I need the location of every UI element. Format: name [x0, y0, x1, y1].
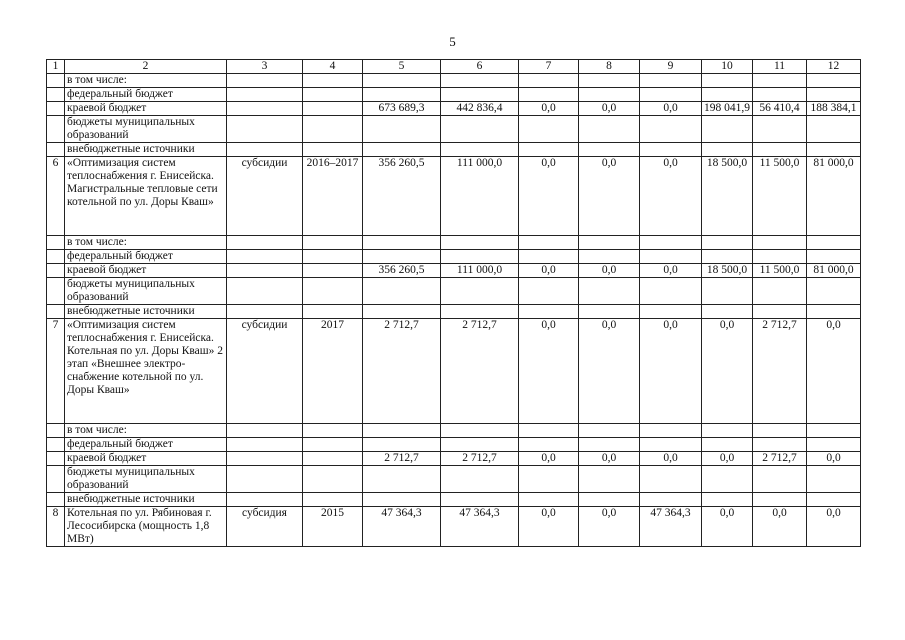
value-cell: 0,0	[640, 264, 702, 278]
header-cell: 12	[807, 60, 861, 74]
value-cell	[363, 493, 441, 507]
row-number-cell	[47, 143, 65, 157]
value-cell	[640, 305, 702, 319]
description-cell: «Оптимизация систем теплоснабжения г. Енисейска. Магистральные тепловые сети котельной по ул. Доры Кваш»	[65, 157, 227, 236]
description-cell: федеральный бюджет	[65, 250, 227, 264]
value-cell	[640, 493, 702, 507]
value-cell: 2 712,7	[363, 452, 441, 466]
header-cell: 5	[363, 60, 441, 74]
value-cell	[702, 143, 753, 157]
sub-row	[47, 116, 861, 143]
value-cell	[303, 102, 363, 116]
value-cell	[702, 438, 753, 452]
sub-row	[47, 250, 861, 264]
value-cell	[303, 305, 363, 319]
value-cell	[303, 452, 363, 466]
row-number-cell	[47, 264, 65, 278]
description-cell: краевой бюджет	[65, 452, 227, 466]
sub-row	[47, 74, 861, 88]
row-number-cell	[47, 116, 65, 143]
sub-row	[47, 278, 861, 305]
value-cell: 0,0	[807, 507, 861, 547]
header-cell: 10	[702, 60, 753, 74]
value-cell	[807, 116, 861, 143]
description-cell: краевой бюджет	[65, 264, 227, 278]
value-cell	[579, 88, 640, 102]
value-cell	[519, 116, 579, 143]
value-cell: 2016–2017	[303, 157, 363, 236]
value-cell	[640, 466, 702, 493]
value-cell: 11 500,0	[753, 264, 807, 278]
header-cell: 6	[441, 60, 519, 74]
value-cell	[579, 278, 640, 305]
value-cell	[227, 452, 303, 466]
sub-row	[47, 264, 861, 278]
value-cell: 0,0	[579, 264, 640, 278]
value-cell	[640, 116, 702, 143]
value-cell: 0,0	[579, 507, 640, 547]
value-cell	[519, 424, 579, 438]
header-cell: 11	[753, 60, 807, 74]
value-cell: 0,0	[702, 452, 753, 466]
value-cell	[227, 305, 303, 319]
header-cell: 9	[640, 60, 702, 74]
row-number-cell	[47, 250, 65, 264]
value-cell	[227, 424, 303, 438]
item-row	[47, 157, 861, 236]
value-cell	[441, 424, 519, 438]
value-cell	[702, 493, 753, 507]
description-cell: бюджеты муниципальных образований	[65, 466, 227, 493]
value-cell	[807, 278, 861, 305]
sub-row	[47, 493, 861, 507]
description-cell: внебюджетные источники	[65, 493, 227, 507]
value-cell: 47 364,3	[640, 507, 702, 547]
row-number-cell	[47, 424, 65, 438]
value-cell: 18 500,0	[702, 157, 753, 236]
value-cell	[753, 438, 807, 452]
value-cell: 56 410,4	[753, 102, 807, 116]
value-cell	[640, 438, 702, 452]
value-cell	[227, 102, 303, 116]
value-cell	[640, 236, 702, 250]
sub-row	[47, 143, 861, 157]
row-number-cell	[47, 466, 65, 493]
value-cell	[441, 438, 519, 452]
value-cell	[807, 250, 861, 264]
description-cell: «Оптимизация систем теплоснабжения г. Енисейска. Котельная по ул. Доры Кваш» 2 этап «Внешнее электро-снабжение котельной по ул. Доры Кваш»	[65, 319, 227, 424]
value-cell	[227, 236, 303, 250]
value-cell: 0,0	[640, 102, 702, 116]
value-cell	[227, 438, 303, 452]
value-cell	[227, 264, 303, 278]
value-cell: 11 500,0	[753, 157, 807, 236]
value-cell: 0,0	[579, 452, 640, 466]
value-cell	[519, 236, 579, 250]
value-cell	[363, 250, 441, 264]
value-cell	[579, 250, 640, 264]
value-cell	[519, 493, 579, 507]
value-cell	[227, 74, 303, 88]
value-cell	[363, 236, 441, 250]
value-cell: 0,0	[519, 507, 579, 547]
value-cell	[753, 424, 807, 438]
row-number-cell	[47, 88, 65, 102]
value-cell	[303, 143, 363, 157]
value-cell	[303, 264, 363, 278]
value-cell: 673 689,3	[363, 102, 441, 116]
value-cell	[227, 278, 303, 305]
value-cell	[441, 250, 519, 264]
value-cell: 81 000,0	[807, 264, 861, 278]
value-cell	[363, 116, 441, 143]
value-cell: 18 500,0	[702, 264, 753, 278]
value-cell	[303, 438, 363, 452]
value-cell	[753, 116, 807, 143]
value-cell	[753, 493, 807, 507]
value-cell	[579, 143, 640, 157]
header-cell: 7	[519, 60, 579, 74]
description-cell: федеральный бюджет	[65, 88, 227, 102]
value-cell	[640, 74, 702, 88]
value-cell	[702, 88, 753, 102]
value-cell	[753, 88, 807, 102]
sub-row	[47, 305, 861, 319]
header-row	[47, 60, 861, 74]
sub-row	[47, 424, 861, 438]
sub-row	[47, 438, 861, 452]
description-cell: федеральный бюджет	[65, 438, 227, 452]
value-cell	[227, 493, 303, 507]
value-cell	[441, 143, 519, 157]
value-cell: 0,0	[519, 157, 579, 236]
item-row	[47, 507, 861, 547]
value-cell	[227, 466, 303, 493]
value-cell	[303, 74, 363, 88]
sub-row	[47, 88, 861, 102]
value-cell	[303, 250, 363, 264]
value-cell: 111 000,0	[441, 264, 519, 278]
value-cell	[363, 305, 441, 319]
value-cell	[227, 88, 303, 102]
page-number: 5	[449, 34, 456, 49]
description-cell: Котельная по ул. Рябиновая г. Лесосибирска (мощность 1,8 МВт)	[65, 507, 227, 547]
value-cell: 2017	[303, 319, 363, 424]
value-cell: 47 364,3	[363, 507, 441, 547]
description-cell: внебюджетные источники	[65, 305, 227, 319]
value-cell: 0,0	[519, 452, 579, 466]
value-cell	[441, 88, 519, 102]
value-cell	[702, 250, 753, 264]
value-cell: 2 712,7	[753, 319, 807, 424]
value-cell	[753, 278, 807, 305]
row-number-cell	[47, 305, 65, 319]
value-cell	[227, 143, 303, 157]
value-cell: 81 000,0	[807, 157, 861, 236]
value-cell: 442 836,4	[441, 102, 519, 116]
value-cell: 47 364,3	[441, 507, 519, 547]
value-cell	[519, 88, 579, 102]
value-cell	[753, 143, 807, 157]
value-cell	[579, 305, 640, 319]
value-cell	[227, 116, 303, 143]
value-cell	[441, 236, 519, 250]
row-number-cell	[47, 236, 65, 250]
item-row	[47, 319, 861, 424]
value-cell	[702, 305, 753, 319]
row-number-cell	[47, 493, 65, 507]
value-cell	[363, 88, 441, 102]
value-cell	[519, 438, 579, 452]
header-cell: 8	[579, 60, 640, 74]
value-cell: 0,0	[702, 319, 753, 424]
value-cell: 111 000,0	[441, 157, 519, 236]
header-cell: 1	[47, 60, 65, 74]
table-body	[47, 60, 861, 547]
value-cell: 2 712,7	[753, 452, 807, 466]
value-cell	[363, 143, 441, 157]
sub-row	[47, 466, 861, 493]
value-cell	[753, 466, 807, 493]
header-cell: 3	[227, 60, 303, 74]
row-number-cell	[47, 438, 65, 452]
value-cell	[753, 74, 807, 88]
value-cell	[807, 493, 861, 507]
value-cell	[702, 424, 753, 438]
value-cell	[579, 424, 640, 438]
value-cell: 2 712,7	[441, 319, 519, 424]
value-cell: 0,0	[807, 452, 861, 466]
value-cell	[579, 466, 640, 493]
value-cell	[519, 278, 579, 305]
value-cell: 0,0	[702, 507, 753, 547]
value-cell	[303, 88, 363, 102]
value-cell: субсидия	[227, 507, 303, 547]
value-cell	[807, 74, 861, 88]
value-cell	[363, 74, 441, 88]
value-cell	[579, 74, 640, 88]
value-cell: 356 260,5	[363, 264, 441, 278]
description-cell: внебюджетные источники	[65, 143, 227, 157]
value-cell	[363, 438, 441, 452]
value-cell	[303, 493, 363, 507]
value-cell	[303, 236, 363, 250]
value-cell	[579, 493, 640, 507]
description-cell: бюджеты муниципальных образований	[65, 116, 227, 143]
value-cell	[519, 305, 579, 319]
value-cell	[519, 143, 579, 157]
value-cell	[640, 250, 702, 264]
value-cell	[807, 305, 861, 319]
value-cell: 198 041,9	[702, 102, 753, 116]
description-cell: в том числе:	[65, 236, 227, 250]
row-number-cell: 7	[47, 319, 65, 424]
value-cell	[807, 88, 861, 102]
value-cell: 0,0	[753, 507, 807, 547]
value-cell: 2 712,7	[363, 319, 441, 424]
description-cell: в том числе:	[65, 74, 227, 88]
value-cell	[303, 116, 363, 143]
value-cell	[807, 438, 861, 452]
sub-row	[47, 102, 861, 116]
value-cell	[807, 143, 861, 157]
header-cell: 4	[303, 60, 363, 74]
value-cell	[753, 305, 807, 319]
value-cell	[441, 74, 519, 88]
description-cell: в том числе:	[65, 424, 227, 438]
value-cell	[807, 236, 861, 250]
value-cell	[640, 278, 702, 305]
sub-row	[47, 236, 861, 250]
row-number-cell	[47, 102, 65, 116]
value-cell	[227, 250, 303, 264]
row-number-cell	[47, 74, 65, 88]
value-cell	[519, 74, 579, 88]
value-cell	[702, 466, 753, 493]
value-cell: 0,0	[519, 319, 579, 424]
budget-table	[46, 59, 861, 547]
value-cell: 0,0	[640, 157, 702, 236]
value-cell	[441, 305, 519, 319]
row-number-cell	[47, 278, 65, 305]
row-number-cell	[47, 452, 65, 466]
value-cell	[441, 116, 519, 143]
row-number-cell: 6	[47, 157, 65, 236]
value-cell	[753, 236, 807, 250]
value-cell: 0,0	[640, 452, 702, 466]
value-cell: 188 384,1	[807, 102, 861, 116]
value-cell	[303, 466, 363, 493]
value-cell	[519, 466, 579, 493]
value-cell: 0,0	[519, 102, 579, 116]
value-cell	[640, 88, 702, 102]
description-cell: бюджеты муниципальных образований	[65, 278, 227, 305]
value-cell	[303, 424, 363, 438]
value-cell: 356 260,5	[363, 157, 441, 236]
value-cell: 0,0	[640, 319, 702, 424]
value-cell	[519, 250, 579, 264]
value-cell	[441, 278, 519, 305]
value-cell	[807, 424, 861, 438]
value-cell	[579, 438, 640, 452]
value-cell	[363, 424, 441, 438]
value-cell: 0,0	[579, 319, 640, 424]
value-cell	[753, 250, 807, 264]
description-cell: краевой бюджет	[65, 102, 227, 116]
value-cell: 0,0	[807, 319, 861, 424]
value-cell	[363, 278, 441, 305]
value-cell	[640, 424, 702, 438]
value-cell	[579, 116, 640, 143]
value-cell	[441, 493, 519, 507]
value-cell	[702, 278, 753, 305]
value-cell: 2 712,7	[441, 452, 519, 466]
value-cell	[363, 466, 441, 493]
value-cell	[640, 143, 702, 157]
value-cell	[702, 74, 753, 88]
value-cell: 0,0	[579, 157, 640, 236]
value-cell	[702, 116, 753, 143]
value-cell	[303, 278, 363, 305]
value-cell	[807, 466, 861, 493]
value-cell: 0,0	[519, 264, 579, 278]
value-cell	[702, 236, 753, 250]
value-cell: 2015	[303, 507, 363, 547]
row-number-cell: 8	[47, 507, 65, 547]
value-cell: 0,0	[579, 102, 640, 116]
value-cell	[579, 236, 640, 250]
value-cell: субсидии	[227, 157, 303, 236]
sub-row	[47, 452, 861, 466]
header-cell: 2	[65, 60, 227, 74]
value-cell: субсидии	[227, 319, 303, 424]
value-cell	[441, 466, 519, 493]
